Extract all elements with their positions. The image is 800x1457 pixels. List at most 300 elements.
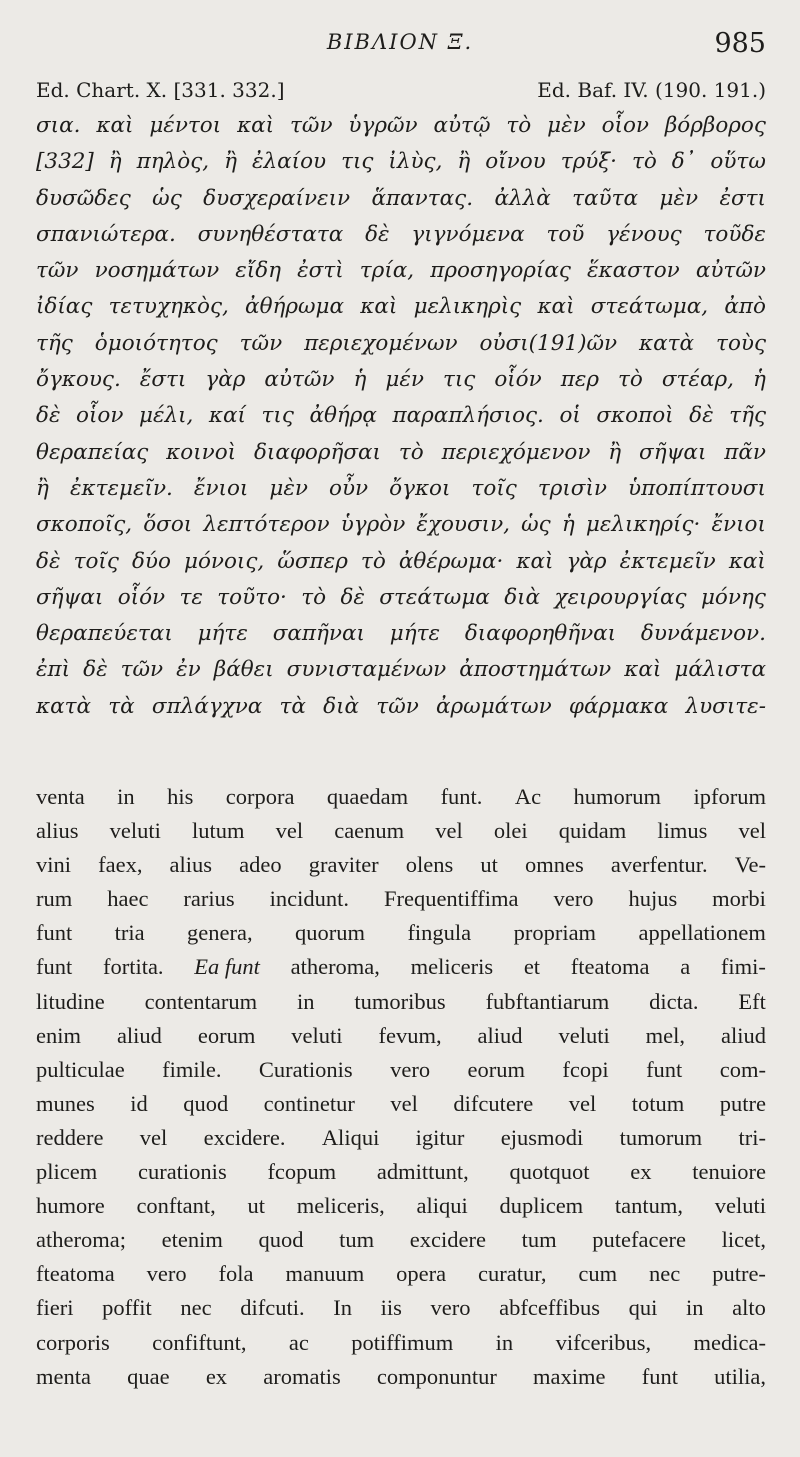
greek-word: μάλιστα: [674, 657, 766, 683]
latin-word: etenim: [161, 1227, 223, 1253]
latin-word: corpora: [225, 784, 295, 809]
greek-word: ὄγκοι: [389, 475, 451, 501]
latin-text-line: [36, 1326, 766, 1360]
latin-word: quae: [127, 1363, 170, 1389]
greek-word: πηλὸς,: [136, 149, 210, 175]
greek-word: οἷον: [601, 113, 649, 138]
greek-text-line: [36, 507, 766, 543]
latin-word: totum: [631, 1090, 685, 1116]
greek-word: καὶ: [728, 548, 766, 574]
latin-word: veluti: [291, 1022, 343, 1048]
latin-word: fingula: [407, 920, 472, 946]
greek-word: διαφορῆσαι: [253, 439, 381, 465]
greek-word: ἡ: [561, 512, 575, 538]
latin-word: vel: [435, 818, 463, 844]
latin-word: humorum: [573, 784, 662, 809]
latin-word: in: [297, 988, 315, 1014]
greek-word: διὰ: [504, 584, 541, 610]
latin-word: atheroma;: [36, 1227, 126, 1253]
latin-word: menta: [36, 1363, 91, 1389]
latin-word: abfceffibus: [499, 1295, 600, 1321]
greek-word: μὲν: [269, 475, 308, 501]
greek-word: ἰλὺς,: [388, 149, 443, 175]
greek-word: βάθει: [213, 657, 274, 683]
greek-word: περ: [560, 367, 600, 393]
greek-word: τῶν: [376, 693, 419, 719]
latin-word: fcopi: [562, 1056, 609, 1082]
latin-word: vel: [390, 1090, 418, 1116]
greek-word: οἱ: [559, 403, 581, 429]
greek-word: διὰ: [323, 693, 360, 719]
greek-word: δυσῶδες: [36, 185, 131, 211]
greek-word: περιεχομένων: [304, 330, 458, 356]
latin-word: litudine: [36, 988, 105, 1014]
latin-word: excidere: [409, 1227, 486, 1253]
greek-word: τῶν: [120, 657, 164, 683]
greek-word: σαπῆναι: [272, 621, 365, 647]
latin-word: fieri: [36, 1295, 74, 1321]
latin-word: quod: [183, 1090, 229, 1116]
latin-word: meliceris,: [296, 1193, 385, 1219]
latin-word: vel: [568, 1090, 597, 1116]
latin-word: vero: [430, 1295, 471, 1321]
greek-word: τρισὶν: [537, 475, 607, 501]
latin-text-line: [36, 1155, 766, 1189]
greek-word: τὰ: [108, 693, 135, 719]
greek-word: αὐτῶν: [695, 258, 766, 284]
latin-word: funt: [36, 920, 73, 946]
greek-word: ἀθήρᾳ: [309, 403, 377, 429]
latin-word: fola: [218, 1261, 254, 1287]
latin-word: incidunt.: [269, 886, 349, 912]
latin-word: atheroma,: [290, 954, 380, 980]
latin-word: maxime: [533, 1363, 606, 1389]
latin-text-line: [36, 1223, 766, 1257]
greek-word: τρύξ·: [560, 149, 617, 175]
latin-word: et: [523, 954, 541, 980]
latin-word: Curationis: [258, 1056, 353, 1082]
latin-word: qui: [628, 1295, 658, 1321]
greek-word: γιγνόμενα: [411, 221, 525, 247]
latin-word: medica-: [693, 1329, 766, 1355]
greek-word: ἡ: [353, 367, 367, 393]
greek-text-line: [36, 108, 766, 144]
greek-word: μὲν: [659, 185, 699, 211]
latin-word: Ac: [514, 784, 542, 809]
greek-word: οἷόν: [117, 584, 166, 610]
latin-word: pulticulae: [36, 1056, 125, 1082]
latin-word: potiffimum: [351, 1329, 454, 1355]
latin-word: nec: [649, 1261, 681, 1287]
greek-word: τις: [442, 367, 476, 393]
greek-word: μόνης: [700, 584, 766, 610]
latin-word: in: [495, 1329, 514, 1355]
latin-text-line: [36, 1053, 766, 1087]
greek-word: ὥσπερ: [277, 548, 348, 574]
greek-word: μήτε: [197, 621, 248, 647]
latin-word: com-: [719, 1056, 766, 1082]
greek-word: τῶν: [290, 113, 333, 138]
latin-text-line: [36, 780, 766, 814]
latin-word: nec: [180, 1295, 212, 1321]
latin-word: admittunt,: [376, 1159, 469, 1185]
greek-word: σπλάγχνα: [151, 693, 263, 719]
latin-word: Aliqui: [321, 1124, 380, 1150]
greek-word: σῆψαι: [36, 584, 104, 610]
latin-word: vel: [275, 818, 304, 844]
greek-word: εἴδη: [235, 258, 282, 284]
latin-word: quaedam: [326, 784, 409, 809]
greek-word: μόνοις,: [184, 548, 265, 574]
latin-word: funt.: [440, 784, 483, 809]
latin-word: vini: [36, 852, 72, 878]
greek-word: κατὰ: [639, 330, 695, 356]
latin-word: hujus: [628, 886, 678, 912]
greek-word: οὖν: [329, 475, 369, 501]
greek-word: καί: [208, 403, 246, 429]
greek-word: τῆς: [729, 403, 766, 429]
latin-text-line: [36, 814, 766, 848]
edition-reference-basel: Ed. Baf. IV. (190. 191.): [537, 78, 766, 102]
greek-word: καὶ: [237, 113, 275, 138]
running-header-title: ΒΙΒΛΙΟΝ Ξ.: [326, 30, 474, 54]
latin-word: Ea funt: [194, 954, 260, 980]
latin-word: opera: [396, 1261, 447, 1287]
latin-word: ex: [205, 1363, 228, 1389]
latin-word: corporis: [36, 1329, 110, 1355]
latin-word: id: [130, 1090, 148, 1116]
greek-text-line: [36, 362, 766, 398]
greek-word: τὸ: [360, 548, 386, 574]
latin-word: dicta.: [649, 988, 699, 1014]
greek-text-line: [36, 652, 766, 688]
latin-word: tenuiore: [692, 1159, 766, 1185]
greek-word: ἐστὶ: [297, 258, 344, 284]
latin-word: tantum,: [614, 1193, 684, 1219]
latin-word: putre-: [712, 1261, 766, 1287]
greek-word: τρία,: [359, 258, 415, 284]
greek-word: δὲ: [83, 657, 108, 683]
latin-word: cum: [578, 1261, 618, 1287]
greek-word: ἢ: [224, 149, 237, 175]
greek-word: τὰ: [279, 693, 306, 719]
latin-word: putefacere: [592, 1227, 686, 1253]
latin-word: licet,: [721, 1227, 766, 1253]
latin-text-line: [36, 950, 766, 984]
greek-word: τοῖς: [73, 548, 119, 574]
greek-word: μέντοι: [149, 113, 222, 138]
greek-word: τοῦτο·: [217, 584, 287, 610]
greek-word: ἐκτεμεῖν: [619, 548, 716, 574]
greek-word: [332]: [36, 149, 94, 175]
greek-word: ὁμοιότητος: [94, 330, 218, 356]
greek-word: δ᾽: [671, 149, 696, 175]
greek-word: καὶ: [516, 548, 554, 574]
latin-word: utilia,: [714, 1363, 766, 1389]
latin-word: eorum: [197, 1022, 256, 1048]
greek-word: καὶ: [360, 294, 398, 320]
latin-text-line: [36, 848, 766, 882]
latin-word: morbi: [712, 886, 766, 912]
latin-word: manuum: [285, 1261, 365, 1287]
latin-word: ex: [630, 1159, 652, 1185]
greek-text-line: [36, 289, 766, 325]
latin-word: curatur,: [478, 1261, 547, 1287]
greek-word: τὸ: [301, 584, 327, 610]
greek-word: ἢ: [36, 475, 49, 501]
greek-word: περιεχόμενον: [441, 439, 591, 465]
latin-word: his: [167, 784, 194, 809]
greek-word: μελικηρίς·: [585, 512, 701, 538]
latin-word: tria: [114, 920, 145, 946]
greek-word: ἔστι: [139, 367, 187, 393]
greek-word: ἀθήρωμα: [245, 294, 345, 320]
latin-word: propriam: [513, 920, 597, 946]
greek-word: ἀθέρωμα·: [398, 548, 504, 574]
greek-text-line: [36, 253, 766, 289]
latin-word: duplicem: [499, 1193, 584, 1219]
latin-word: quod: [258, 1227, 304, 1253]
greek-word: ἔχουσιν,: [416, 512, 510, 538]
greek-word: τοὺς: [716, 330, 766, 356]
latin-word: ipforum: [693, 784, 766, 809]
greek-word: συνηθέστατα: [197, 221, 344, 247]
latin-word: veluti: [714, 1193, 766, 1219]
greek-word: ἅπαντας.: [371, 185, 474, 211]
latin-word: componuntur: [376, 1363, 497, 1389]
latin-word: confiftunt,: [152, 1329, 247, 1355]
latin-word: difcuti.: [240, 1295, 305, 1321]
greek-text-line: [36, 144, 766, 180]
latin-word: difcutere: [453, 1090, 534, 1116]
latin-word: tum: [339, 1227, 375, 1253]
latin-word: alto: [732, 1295, 766, 1321]
latin-word: omnes: [524, 852, 584, 878]
latin-word: aliud: [477, 1022, 523, 1048]
greek-word: δὲ: [36, 548, 61, 574]
greek-word: πᾶν: [724, 439, 766, 465]
latin-word: meliceris: [410, 954, 494, 980]
greek-text-line: [36, 398, 766, 434]
greek-word: θεραπεύεται: [36, 621, 173, 647]
greek-word: λυσιτε-: [685, 693, 766, 719]
latin-word: contentarum: [144, 988, 258, 1014]
greek-word: τὸ: [618, 367, 643, 393]
latin-word: quotquot: [509, 1159, 590, 1185]
greek-word: μέλι,: [138, 403, 194, 429]
latin-word: veluti: [558, 1022, 610, 1048]
latin-word: limus: [657, 818, 708, 844]
latin-word: conftant,: [136, 1193, 216, 1219]
greek-word: φάρμακα: [568, 693, 669, 719]
latin-word: quidam: [558, 818, 627, 844]
latin-text-line: [36, 916, 766, 950]
greek-text-line: [36, 435, 766, 471]
greek-word: νοσημάτων: [94, 258, 220, 284]
greek-word: τοῖς: [471, 475, 517, 501]
greek-word: ὄγκους.: [36, 367, 121, 393]
latin-word: curationis: [137, 1159, 227, 1185]
greek-word: μελικηρὶς: [413, 294, 522, 320]
latin-word: tumorum: [619, 1124, 703, 1150]
latin-word: tumoribus: [354, 988, 446, 1014]
greek-word: τε: [179, 584, 203, 610]
greek-word: οὐσι(191)ῶν: [479, 330, 618, 356]
latin-word: tum: [521, 1227, 557, 1253]
greek-word: τις: [341, 149, 374, 175]
greek-word: σκοποὶ: [596, 403, 674, 429]
latin-word: funt: [641, 1363, 678, 1389]
greek-word: ἀπὸ: [724, 294, 766, 320]
latin-text-line: [36, 1189, 766, 1223]
greek-word: σκοποῖς,: [36, 512, 133, 538]
greek-text-block: [36, 108, 766, 725]
greek-word: αὐτῷ: [433, 113, 491, 138]
greek-word: δυνάμενον.: [640, 621, 766, 647]
latin-word: olens: [405, 852, 454, 878]
latin-word: vel: [139, 1124, 168, 1150]
latin-text-line: [36, 1087, 766, 1121]
latin-word: poffit: [102, 1295, 152, 1321]
latin-word: fteatoma: [36, 1261, 115, 1287]
latin-word: fteatoma: [570, 954, 650, 980]
greek-word: δὲ: [36, 403, 61, 429]
greek-word: ἀλλὰ: [494, 185, 551, 211]
latin-word: aliud: [116, 1022, 162, 1048]
greek-word: οἴνου: [485, 149, 546, 175]
greek-word: τῶν: [239, 330, 283, 356]
greek-text-line: [36, 580, 766, 616]
greek-word: οὕτω: [710, 149, 766, 175]
greek-word: μήτε: [389, 621, 441, 647]
greek-word: καὶ: [537, 294, 575, 320]
greek-word: ὅσοι: [143, 512, 193, 538]
latin-word: venta: [36, 784, 85, 809]
greek-word: ταῦτα: [572, 185, 639, 211]
latin-word: ut: [480, 852, 498, 878]
greek-word: σῆψαι: [639, 439, 707, 465]
latin-word: ejusmodi: [500, 1124, 584, 1150]
greek-word: κοινοὶ: [166, 439, 237, 465]
greek-word: ἡ: [752, 367, 766, 393]
latin-word: iis: [380, 1295, 402, 1321]
greek-word: προσηγορίας: [430, 258, 571, 284]
latin-word: In: [333, 1295, 352, 1321]
latin-word: fubftantiarum: [485, 988, 610, 1014]
greek-word: ἢ: [608, 439, 622, 465]
latin-word: enim: [36, 1022, 81, 1048]
greek-word: στέαρ,: [661, 367, 734, 393]
latin-word: olei: [493, 818, 528, 844]
greek-word: τοῦδε: [703, 221, 766, 247]
greek-word: γένους: [606, 221, 682, 247]
latin-word: ac: [288, 1329, 309, 1355]
greek-word: διαφορηθῆναι: [464, 621, 617, 647]
greek-word: σπανιώτερα.: [36, 221, 176, 247]
greek-word: κατὰ: [36, 693, 92, 719]
greek-word: παραπλήσιος.: [392, 403, 544, 429]
latin-word: reddere: [36, 1124, 104, 1150]
greek-word: τὸ: [506, 113, 532, 138]
latin-word: veluti: [109, 818, 161, 844]
greek-text-line: [36, 326, 766, 362]
latin-text-line: [36, 882, 766, 916]
greek-word: αὐτῶν: [264, 367, 335, 393]
latin-word: Frequentiffima: [383, 886, 519, 912]
latin-word: haec: [107, 886, 149, 912]
latin-word: aliud: [720, 1022, 766, 1048]
greek-word: δυσχεραίνειν: [203, 185, 351, 211]
latin-word: in: [117, 784, 135, 809]
latin-text-line: [36, 1257, 766, 1291]
greek-word: τοῦ: [546, 221, 585, 247]
greek-word: ἢ: [108, 149, 122, 175]
latin-word: fcopum: [267, 1159, 337, 1185]
greek-text-line: [36, 616, 766, 652]
greek-word: ἰδίας: [36, 294, 93, 320]
latin-word: eorum: [467, 1056, 525, 1082]
greek-word: τῶν: [36, 258, 79, 284]
latin-word: vero: [146, 1261, 187, 1287]
greek-word: γὰρ: [205, 367, 246, 393]
latin-text-line: [36, 985, 766, 1019]
latin-word: vero: [553, 886, 594, 912]
greek-word: ὑποπίπτουσι: [628, 475, 766, 501]
latin-word: aromatis: [263, 1363, 341, 1389]
latin-word: fortita.: [102, 954, 164, 980]
latin-word: excidere.: [203, 1124, 286, 1150]
latin-word: rarius: [183, 886, 235, 912]
latin-word: alius: [36, 818, 79, 844]
greek-word: τῆς: [36, 330, 73, 356]
latin-word: plicem: [36, 1159, 98, 1185]
greek-word: σια.: [36, 113, 81, 138]
latin-word: quorum: [295, 920, 366, 946]
latin-word: Eft: [738, 988, 766, 1014]
latin-word: lutum: [191, 818, 245, 844]
latin-word: caenum: [334, 818, 405, 844]
latin-word: munes: [36, 1090, 95, 1116]
greek-word: ἔνιοι: [193, 475, 249, 501]
latin-word: fimi-: [720, 954, 766, 980]
greek-word: δὲ: [365, 221, 390, 247]
greek-word: οἷόν: [494, 367, 542, 393]
latin-text-line: [36, 1019, 766, 1053]
latin-word: vel: [738, 818, 766, 844]
latin-word: averfentur.: [610, 852, 708, 878]
greek-word: ὡς: [521, 512, 551, 538]
greek-word: μέν: [385, 367, 424, 393]
latin-text-line: [36, 1291, 766, 1325]
greek-word: στεάτωμα: [379, 584, 490, 610]
greek-word: οἷον: [76, 403, 124, 429]
greek-word: δὲ: [340, 584, 365, 610]
greek-word: ἀποστημάτων: [459, 657, 612, 683]
greek-text-line: [36, 544, 766, 580]
latin-word: aliqui: [416, 1193, 468, 1219]
greek-word: ἔνιοι: [711, 512, 766, 538]
page-number: 985: [714, 28, 766, 59]
latin-word: igitur: [415, 1124, 465, 1150]
greek-word: στεάτωμα,: [590, 294, 709, 320]
latin-word: humore: [36, 1193, 105, 1219]
latin-word: funt: [36, 954, 73, 980]
greek-word: καὶ: [624, 657, 662, 683]
greek-word: ὑγρῶν: [348, 113, 418, 138]
latin-text-line: [36, 1121, 766, 1155]
greek-word: ἐλαίου: [251, 149, 327, 175]
greek-word: μὲν: [547, 113, 586, 138]
